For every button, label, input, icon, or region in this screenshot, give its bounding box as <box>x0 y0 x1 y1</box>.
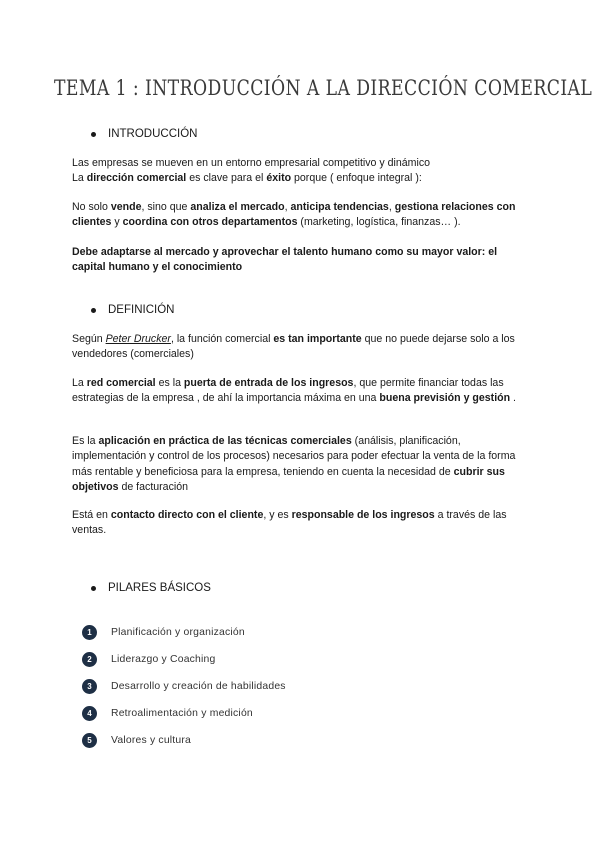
pillar-label: Valores y cultura <box>111 735 192 746</box>
section-heading-label: DEFINICIÓN <box>108 304 175 316</box>
number-badge: 4 <box>82 706 97 721</box>
bullet-icon <box>91 132 96 137</box>
pillar-label: Desarrollo y creación de habilidades <box>111 681 286 692</box>
peter-drucker-link[interactable]: Peter Drucker <box>105 333 171 345</box>
pillar-label: Liderazgo y Coaching <box>111 654 216 665</box>
number-badge: 2 <box>82 652 97 667</box>
number-badge: 5 <box>82 733 97 748</box>
paragraph-intro-1 <box>72 156 532 187</box>
text-line: Las empresas se mueven en un entorno empresarial competitivo y dinámico <box>72 157 431 169</box>
paragraph-def-2: La red comercial es la puerta de entrada de los ingresos, que permite financiar todas las estrategias de la empresa , de ahí la importancia máxima en una buena previsión y gestión . <box>72 377 516 405</box>
text-line: La dirección comercial es clave para el éxito porque ( enfoque integral ): <box>72 172 422 185</box>
number-badge: 3 <box>82 679 97 694</box>
section-heading-label: INTRODUCCIÓN <box>108 128 198 140</box>
list-item <box>82 646 286 673</box>
list-item <box>82 619 286 646</box>
paragraph-def-3: Es la aplicación en práctica de las técnicas comerciales (análisis, planificación, implementación y control de los procesos) necesarios para poder efectuar la venta de la forma más rentable y beneficiosa para la empresa, teniendo en cuenta la necesidad de cubrir sus objetivos de facturación <box>72 435 516 494</box>
paragraph-intro-3: Debe adaptarse al mercado y aprovechar el talento humano como su mayor valor: el capital humano y el conocimiento <box>72 246 498 274</box>
paragraph-intro-2: No solo vende, sino que analiza el mercado, anticipa tendencias, gestiona relaciones con clientes y coordina con otros departamentos (marketing, logística, finanzas… ). <box>72 201 516 229</box>
pillar-label: Retroalimentación y medición <box>111 708 253 719</box>
paragraph-def-4: Está en contacto directo con el cliente, y es responsable de los ingresos a través de las ventas. <box>72 509 507 537</box>
pillar-label: Planificación y organización <box>111 627 245 638</box>
section-heading-introduccion <box>91 128 197 140</box>
bullet-icon <box>91 308 96 313</box>
list-item <box>82 727 286 754</box>
number-badge: 1 <box>82 625 97 640</box>
list-item <box>82 700 286 727</box>
section-heading-label: PILARES BÁSICOS <box>108 582 211 594</box>
paragraph-def-1: Según Peter Drucker, la función comercial es tan importante que no puede dejarse solo a los vendedores (comerciales) <box>72 333 515 361</box>
section-heading-pilares <box>91 582 211 594</box>
bullet-icon <box>91 586 96 591</box>
page-title: TEMA 1 : INTRODUCCIÓN A LA DIRECCIÓN COMERCIAL <box>54 76 593 100</box>
section-heading-definicion <box>91 304 174 316</box>
pillars-list <box>82 619 286 754</box>
list-item <box>82 673 286 700</box>
